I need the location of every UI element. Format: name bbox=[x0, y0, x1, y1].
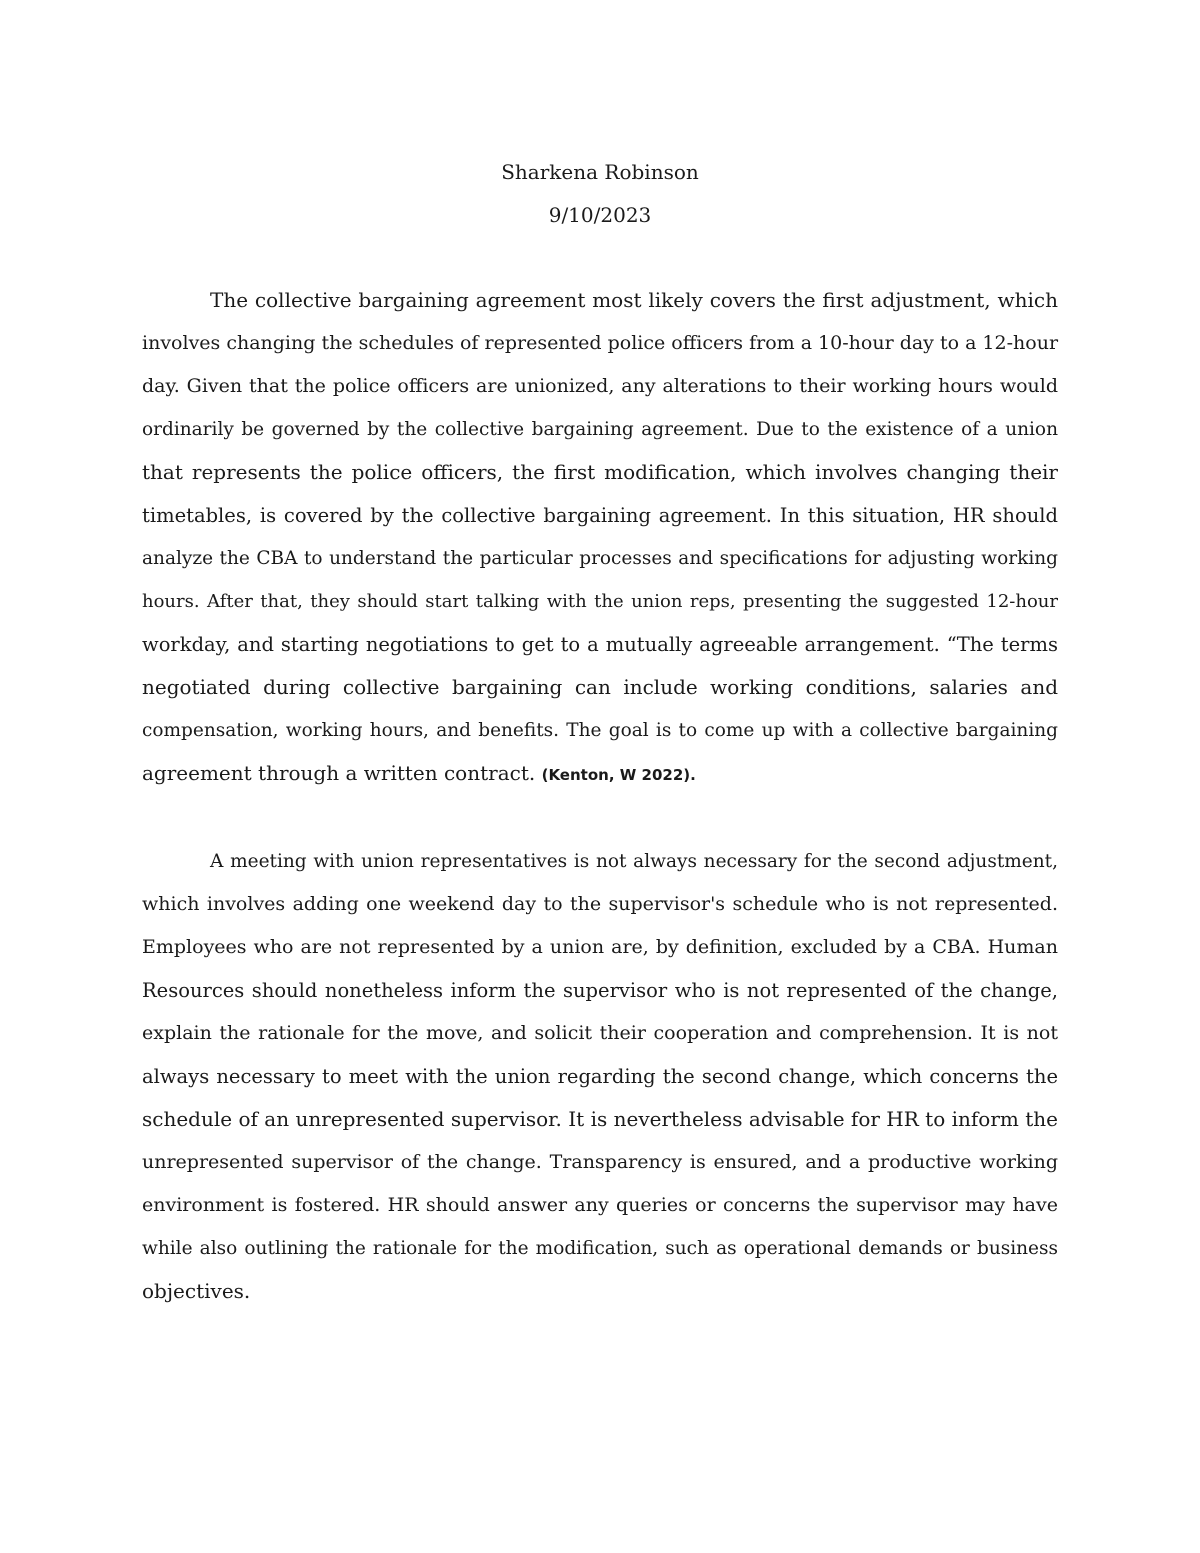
paragraph-line: analyze the CBA to understand the particular processes and specifications for adjusting working bbox=[142, 548, 1058, 569]
paragraph-line: environment is fostered. HR should answer any queries or concerns the supervisor may have bbox=[142, 1194, 1058, 1216]
paragraph-line: day. Given that the police officers are unionized, any alterations to their working hours would bbox=[142, 375, 1058, 397]
paragraph-line: timetables, is covered by the collective bargaining agreement. In this situation, HR should bbox=[142, 504, 1058, 527]
paragraph-line: explain the rationale for the move, and solicit their cooperation and comprehension. It is not bbox=[142, 1022, 1058, 1044]
citation: (Kenton, W 2022). bbox=[541, 766, 696, 784]
paragraph-line: hours. After that, they should start talking with the union reps, presenting the suggested 12-hour bbox=[142, 591, 1058, 612]
paragraph-first-adjustment bbox=[142, 279, 1058, 795]
paragraph-line: unrepresented supervisor of the change. Transparency is ensured, and a productive working bbox=[142, 1151, 1058, 1173]
paragraph-line: Employees who are not represented by a union are, by definition, excluded by a CBA. Human bbox=[142, 936, 1058, 958]
paragraph-line: involves changing the schedules of represented police officers from a 10-hour day to a 12-hour bbox=[142, 332, 1059, 354]
author-name: Sharkena Robinson bbox=[501, 160, 699, 184]
paragraph-line: negotiated during collective bargaining can include working conditions, salaries and bbox=[142, 675, 1058, 699]
document-date: 9/10/2023 bbox=[548, 203, 652, 227]
paragraph-line: objectives. bbox=[142, 1279, 251, 1303]
paragraph-line: compensation, working hours, and benefits. The goal is to come up with a collective bargaining bbox=[142, 720, 1058, 741]
paragraph-line: while also outlining the rationale for the modification, such as operational demands or business bbox=[142, 1238, 1058, 1259]
paragraph-line: ordinarily be governed by the collective bargaining agreement. Due to the existence of a union bbox=[142, 419, 1058, 440]
paragraph-line: which involves adding one weekend day to the supervisor's schedule who is not represented. bbox=[142, 893, 1058, 915]
paragraph-line: always necessary to meet with the union regarding the second change, which concerns the bbox=[142, 1065, 1058, 1088]
paragraph-line: A meeting with union representatives is not always necessary for the second adjustment, bbox=[210, 851, 1058, 872]
paragraph-line: The collective bargaining agreement most likely covers the first adjustment, which bbox=[210, 288, 1058, 312]
paragraph-line: workday, and starting negotiations to get to a mutually agreeable arrangement. “The terms bbox=[142, 633, 1058, 656]
paragraph-last-line bbox=[142, 752, 1058, 795]
paragraph-line-text: agreement through a written contract. bbox=[142, 761, 536, 785]
paragraph-second-adjustment bbox=[142, 840, 1058, 1313]
paragraph-line: schedule of an unrepresented supervisor. It is nevertheless advisable for HR to inform the bbox=[142, 1107, 1058, 1131]
paragraph-line: Resources should nonetheless inform the supervisor who is not represented of the change, bbox=[142, 979, 1058, 1002]
paragraph-line: that represents the police officers, the first modification, which involves changing their bbox=[142, 460, 1058, 484]
